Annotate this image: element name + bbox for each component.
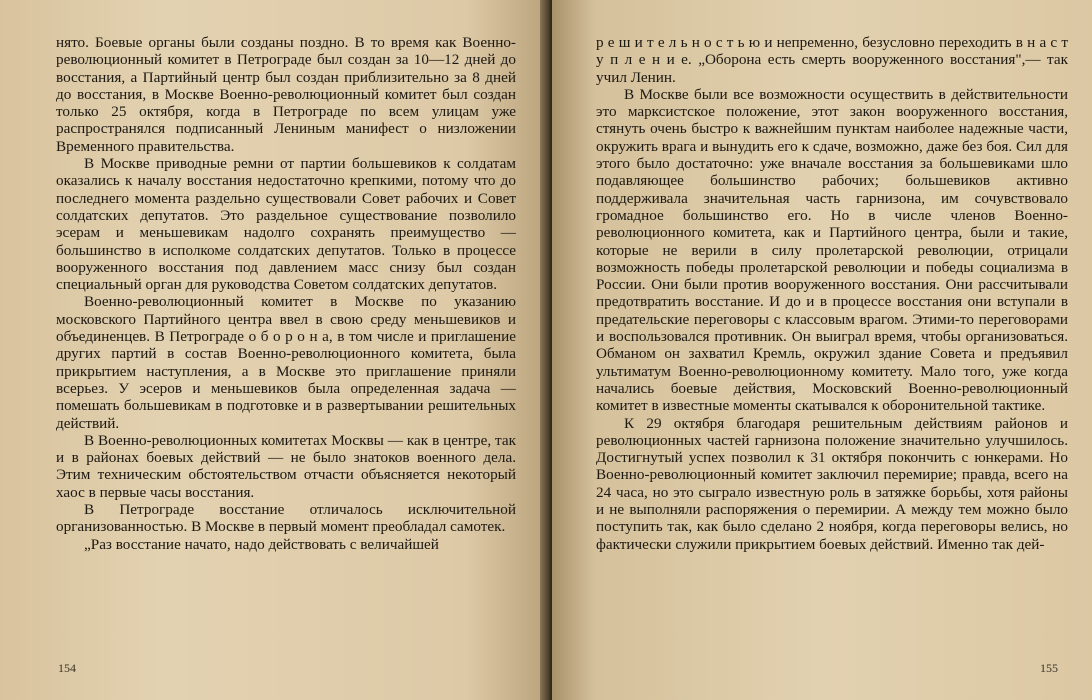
right-page-text	[596, 34, 1068, 553]
right-page	[552, 0, 1092, 700]
left-page-text	[56, 34, 516, 553]
paragraph: К 29 октября благодаря решительным действиям районов и революционных частей гарнизона положение значительно улучшилось. Достигнутый успех позволил к 31 октября покончить с юнкерами. Но Военно-революционный комитет заключил перемирие; правда, всего на 24 часа, но это сыграло известную роль в затяжке борьбы, хотя районы и не выполняли распоряжения о перемирии. А между тем можно было поступить так, как было сделано 2 ноября, когда переговоры велись, но фактически служили прикрытием боевых действий. Именно так дей-	[596, 414, 1068, 553]
page-number-right: 155	[1040, 661, 1058, 675]
paragraph: В Москве были все возможности осуществить в действительности это марксистское положение, этот закон вооруженного восстания, стянуть очень быстро к важнейшим пунктам наиболее надежные части, окружить врага и вынудить его к сдаче, возможно, даже без боя. Сил для этого было достаточно: уже вначале восстания за большевиками шло подавляющее большинство рабочих; большевиков активно поддерживала значительная часть гарнизона, им сочувствовало громадное большинство его. Но в числе членов Военно-революционного комитета, как и Партийного центра, были и такие, которые не верили в силу пролетарской революции, отрицали возможность победы пролетарской революции и победы социализма в России. Они были против вооруженного восстания. Они рассчитывали предотвратить восстание. И до и в процессе восстания они вступали в предательские переговоры с классовым врагом. Этими-то переговорами и воспользовался противник. Он выиграл время, чтобы организоваться. Обманом он захватил Кремль, окружил здание Совета и предъявил ультиматум Военно-революционному комитету. Мало того, уже когда начались боевые действия, Московский Военно-революционный комитет в известные моменты скатывался к оборонительной тактике.	[596, 85, 1068, 415]
paragraph: р е ш и т е л ь н о с т ь ю и непременно, безусловно переходить в н а с т у п л е н и е. „Оборона есть смерть вооруженного восстания",— так учил Ленин.	[596, 34, 1068, 86]
paragraph: В Петрограде восстание отличалось исключительной организованностью. В Москве в первый момент преобладал самотек.	[56, 501, 516, 536]
paragraph: Военно-революционный комитет в Москве по указанию московского Партийного центра ввел в свою среду меньшевиков и объединенцев. В Петрограде о б о р о н а, в том числе и приглашение других партий в состав Военно-революционного комитета, была прикрытием наступления, а в Москве это приглашение приняли всерьез. У эсеров и меньшевиков была определенная задача — помешать большевикам в подготовке и в развертывании решительных действий.	[56, 293, 516, 432]
paragraph: „Раз восстание начато, надо действовать с величайшей	[84, 535, 439, 553]
paragraph: В Москве приводные ремни от партии большевиков к солдатам оказались к началу восстания недостаточно крепкими, потому что до последнего момента раздельно существовали Совет рабочих и Совет солдатских депутатов. Это раздельное существование позволило эсерам и меньшевикам надолго сохранять преимущество — большинство в исполкоме солдатских депутатов. Только в процессе вооруженного восстания под давлением масс снизу был создан специальный орган для руководства Советом солдатских депутатов.	[56, 155, 516, 294]
paragraph: В Военно-революционных комитетах Москвы — как в центре, так и в районах боевых действий — не было знатоков военного дела. Этим техническим обстоятельством отчасти объясняется некоторый хаос в первые часы восстания.	[56, 431, 516, 501]
paragraph: нято. Боевые органы были созданы поздно. В то время как Военно-революционный комитет в Петрограде был создан за 10—12 дней до восстания, а Партийный центр был создан приблизительно за 8 дней до восстания, в Москве Военно-революционный комитет был создан только 25 октября, когда в Петрограде по всем улицам уже распространялся подписанный Лениным манифест о низложении Временного правительства.	[56, 34, 516, 155]
page-number-left: 154	[58, 661, 76, 675]
